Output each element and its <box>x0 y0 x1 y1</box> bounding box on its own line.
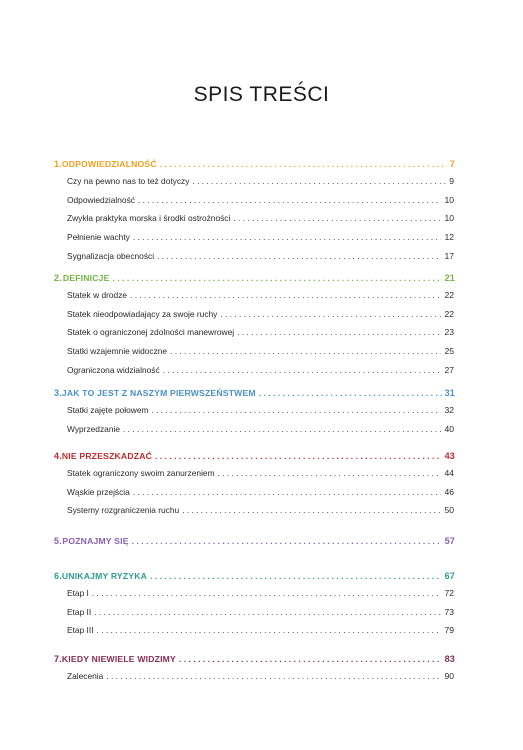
section-entry[interactable] <box>67 195 454 209</box>
chapter-entry[interactable] <box>54 571 455 585</box>
section-page-number: 9 <box>449 176 454 186</box>
chapter-entry[interactable] <box>54 159 455 173</box>
section-entry[interactable] <box>67 468 454 482</box>
dot-leader <box>220 310 441 318</box>
dot-leader <box>151 406 441 414</box>
section-page-number: 12 <box>444 232 454 243</box>
section-title: Etap III <box>67 625 94 636</box>
chapter-title: NIE PRZESZKADZAĆ <box>61 451 153 461</box>
chapter-page-number: 57 <box>444 536 455 546</box>
chapter-page-number: 21 <box>444 273 455 283</box>
chapter-number: 6. <box>54 571 62 581</box>
chapter-number: 3. <box>54 388 62 398</box>
dot-leader <box>150 572 442 581</box>
dot-leader <box>192 177 446 185</box>
section-title: Statek nieodpowiadający za swoje ruchy <box>67 308 218 319</box>
dot-leader <box>94 608 441 616</box>
chapter-title: ODPOWIEDZIALNOŚĆ <box>61 159 157 169</box>
section-title: Etap II <box>67 606 92 617</box>
section-entry[interactable] <box>67 232 454 246</box>
section-title: Statek w drodze <box>67 290 128 300</box>
dot-leader <box>163 366 442 374</box>
section-page-number: 50 <box>444 505 454 516</box>
section-title: Odpowiedzialność <box>67 194 135 205</box>
dot-leader <box>97 626 442 634</box>
section-page-number: 23 <box>444 327 454 338</box>
section-entry[interactable] <box>67 176 454 190</box>
section-page-number: 73 <box>444 606 454 617</box>
dot-leader <box>157 252 441 260</box>
chapter-title: JAK TO JEST Z NASZYM PIERWSZEŃSTWEM <box>61 388 256 398</box>
chapter-title: UNIKAJMY RYZYKA <box>61 571 148 581</box>
chapter-number: 7. <box>54 654 62 664</box>
dot-leader <box>130 291 441 299</box>
dot-leader <box>259 389 442 398</box>
section-page-number: 90 <box>444 671 454 681</box>
dot-leader <box>233 214 441 222</box>
section-entry[interactable] <box>67 671 454 685</box>
dot-leader <box>218 469 442 477</box>
chapter-title: KIEDY NIEWIELE WIDZIMY <box>61 654 176 664</box>
section-entry[interactable] <box>67 505 454 519</box>
section-entry[interactable] <box>67 346 454 360</box>
chapter-entry[interactable] <box>54 536 455 550</box>
section-title: Statki zajęte połowem <box>67 405 149 415</box>
dot-leader <box>133 488 442 496</box>
section-entry[interactable] <box>67 588 454 602</box>
dot-leader <box>138 196 441 204</box>
section-page-number: 40 <box>444 423 454 434</box>
section-entry[interactable] <box>67 309 454 323</box>
section-page-number: 27 <box>444 364 454 375</box>
dot-leader <box>237 328 441 336</box>
section-page-number: 22 <box>444 290 454 300</box>
section-page-number: 22 <box>444 308 454 319</box>
chapter-number: 1. <box>54 159 62 169</box>
section-page-number: 17 <box>444 250 454 261</box>
dot-leader <box>160 160 447 169</box>
dot-leader <box>92 589 442 597</box>
chapter-page-number: 67 <box>444 571 455 581</box>
section-title: Czy na pewno nas to też dotyczy <box>67 176 190 186</box>
section-entry[interactable] <box>67 365 454 379</box>
section-entry[interactable] <box>67 607 454 621</box>
section-entry[interactable] <box>67 625 454 639</box>
chapter-entry[interactable] <box>54 451 455 465</box>
chapter-number: 2. <box>54 273 62 283</box>
section-entry[interactable] <box>67 424 454 438</box>
chapter-page-number: 83 <box>444 654 455 664</box>
section-title: Zwykła praktyka morska i środki ostrożności <box>67 213 231 224</box>
section-entry[interactable] <box>67 251 454 265</box>
section-entry[interactable] <box>67 487 454 501</box>
section-page-number: 79 <box>444 625 454 636</box>
dot-leader <box>179 655 442 664</box>
dot-leader <box>123 425 441 433</box>
dot-leader <box>132 537 442 546</box>
section-page-number: 72 <box>444 588 454 598</box>
chapter-page-number: 43 <box>444 451 455 461</box>
chapter-number: 5. <box>54 536 62 546</box>
dot-leader <box>133 233 442 241</box>
section-title: Systemy rozgraniczenia ruchu <box>67 505 180 516</box>
section-entry[interactable] <box>67 405 454 419</box>
chapter-title: DEFINICJE <box>62 273 110 283</box>
chapter-entry[interactable] <box>54 388 455 402</box>
dot-leader <box>155 452 442 461</box>
section-page-number: 44 <box>444 468 454 478</box>
chapter-title: POZNAJMY SIĘ <box>62 536 129 546</box>
section-title: Statek ograniczony swoim zanurzeniem <box>67 468 215 478</box>
section-title: Statki wzajemnie widoczne <box>67 346 168 357</box>
section-title: Statek o ograniczonej zdolności manewrowej <box>67 327 235 338</box>
section-title: Ograniczona widzialność <box>67 364 160 375</box>
section-title: Zalecenia <box>67 671 104 681</box>
section-page-number: 25 <box>444 346 454 357</box>
section-entry[interactable] <box>67 327 454 341</box>
section-title: Etap I <box>67 588 89 598</box>
section-entry[interactable] <box>67 290 454 304</box>
dot-leader <box>182 506 441 514</box>
section-page-number: 10 <box>444 194 454 205</box>
section-page-number: 46 <box>444 486 454 497</box>
chapter-page-number: 7 <box>449 159 455 169</box>
chapter-entry[interactable] <box>54 273 455 287</box>
section-page-number: 10 <box>444 213 454 224</box>
section-title: Pełnienie wachty <box>67 232 130 243</box>
chapter-entry[interactable] <box>54 654 455 668</box>
dot-leader <box>170 347 441 355</box>
chapter-page-number: 31 <box>444 388 455 398</box>
section-title: Sygnalizacja obecności <box>67 250 155 261</box>
section-title: Wyprzedzanie <box>67 423 120 434</box>
dot-leader <box>106 672 441 680</box>
page-title: SPIS TREŚCI <box>193 83 330 106</box>
section-entry[interactable] <box>67 213 454 227</box>
section-page-number: 32 <box>444 405 454 415</box>
dot-leader <box>113 274 442 283</box>
chapter-number: 4. <box>54 451 62 461</box>
section-title: Wąskie przejścia <box>67 486 130 497</box>
